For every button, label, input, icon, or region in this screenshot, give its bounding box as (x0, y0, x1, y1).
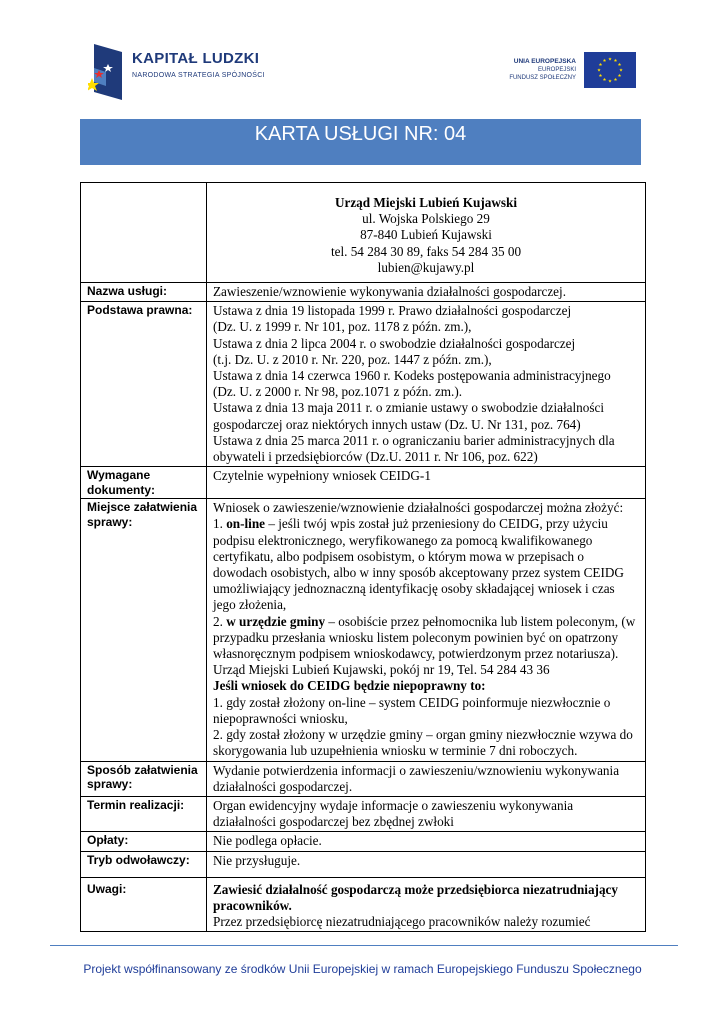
eu-flag-icon (584, 52, 636, 88)
place-incorrect-1: 1. gdy został złożony on-line – system CEIDG poinformuje niezwłocznie o niepoprawności wniosku, (213, 694, 611, 726)
eu-logo (500, 52, 640, 92)
service-name-row (81, 283, 646, 302)
office-street: ul. Wojska Polskiego 29 (362, 211, 490, 227)
notes-value (207, 877, 646, 932)
office-city: 87-840 Lubień Kujawski (360, 227, 492, 243)
eu-logo-line1: UNIA EUROPEJSKA (513, 58, 576, 65)
legal-basis-line: Ustawa z dnia 13 maja 2011 r. o zmianie ustawy o swobodzie działalności (213, 400, 605, 416)
legal-basis-line: Ustawa z dnia 2 lipca 2004 r. o swobodzie działalności gospodarczej (213, 335, 576, 351)
eu-logo-text (509, 58, 576, 82)
legal-basis-value (207, 302, 646, 467)
notes-bold: Zawiesić działalność gospodarczą może przedsiębiorca niezatrudniający pracowników. (213, 881, 618, 913)
page-title: KARTA USŁUGI NR: 04 (254, 123, 467, 145)
office-row (81, 183, 646, 283)
method-label: Sposób załatwienia sprawy: (81, 761, 207, 796)
place-option-online-num: 1. (213, 516, 227, 532)
place-incorrect-2: 2. gdy został złożony w urzędzie gminy – organ gminy niezwłocznie wzywa do skorygowania lub uzupełnienia wniosku w terminie 7 dni roboczych. (213, 727, 633, 759)
documents-label: Wymagane dokumenty: (81, 467, 207, 499)
documents-value: Czytelnie wypełniony wniosek CEIDG-1 (207, 467, 646, 499)
place-row (81, 499, 646, 761)
fees-row (81, 832, 646, 851)
fees-value: Nie podlega opłacie. (207, 832, 646, 851)
place-option-online (213, 516, 639, 613)
legal-basis-line: (Dz. U. z 2000 r. Nr 98, poz.1071 z późn. zm.). (213, 384, 463, 400)
kapital-ludzki-mark-icon (88, 42, 128, 102)
title-banner (80, 119, 641, 165)
appeal-value: Nie przysługuje. (207, 851, 646, 877)
legal-basis-line: (Dz. U. z 1999 r. Nr 101, poz. 1178 z późn. zm.), (213, 319, 472, 335)
kapital-ludzki-logo (88, 42, 278, 104)
place-option-office-title: w urzędzie gminy (226, 613, 326, 629)
kapital-ludzki-title: KAPITAŁ LUDZKI (132, 50, 260, 67)
legal-basis-line: Ustawa z dnia 25 marca 2011 r. o ograniczaniu barier administracyjnych dla (213, 432, 615, 448)
office-phone: tel. 54 284 30 89, faks 54 284 35 00 (330, 243, 522, 259)
place-option-office-num: 2. (213, 613, 227, 629)
deadline-value: Organ ewidencyjny wydaje informacje o zawieszeniu wykonywania działalności gospodarczej bez zbędnej zwłoki (207, 796, 646, 831)
legal-basis-line: (t.j. Dz. U. z 2010 r. Nr. 220, poz. 1447 z późn. zm.), (213, 351, 492, 367)
notes-text: Przez przedsiębiorcę niezatrudniającego pracowników należy rozumieć (213, 914, 591, 930)
legal-basis-line: obywateli i przedsiębiorców (Dz.U. 2011 r. Nr 106, poz. 622) (213, 449, 538, 465)
service-name-label: Nazwa usługi: (81, 283, 207, 302)
legal-basis-label: Podstawa prawna: (81, 302, 207, 467)
footer-divider (50, 945, 678, 946)
place-value (207, 499, 646, 761)
method-row (81, 761, 646, 796)
place-option-online-title: on-line (226, 516, 266, 532)
legal-basis-line: Ustawa z dnia 19 listopada 1999 r. Prawo działalności gospodarczej (213, 303, 572, 319)
legal-basis-line: gospodarczej oraz niektórych innych ustaw (Dz. U. Nr 131, poz. 764) (213, 416, 581, 432)
office-email: lubien@kujawy.pl (377, 259, 475, 275)
notes-label: Uwagi: (81, 877, 207, 932)
kapital-ludzki-subtitle: NARODOWA STRATEGIA SPÓJNOŚCI (132, 72, 265, 79)
documents-row (81, 467, 646, 499)
notes-row (81, 877, 646, 932)
service-card-table (80, 182, 646, 932)
place-intro: Wniosek o zawieszenie/wznowienie działalności gospodarczej można złożyć: (213, 500, 624, 516)
place-option-office-text: – osobiście przez pełnomocnika lub listem poleconym, (w przypadku przesłania wniosku listem poleconym powinien być on opatrzony własnoręcznym podpisem wnioskodawcy, potwierdzonym przez notariusza). (213, 613, 636, 662)
footer-text: Projekt współfinansowany ze środków Unii Europejskiej w ramach Europejskiego Funduszu Społecznego (83, 962, 642, 976)
place-office-line: Urząd Miejski Lubień Kujawski, pokój nr 19, Tel. 54 284 43 36 (213, 662, 550, 678)
place-incorrect-heading: Jeśli wniosek do CEIDG będzie niepoprawny to: (213, 678, 486, 694)
eu-logo-line3: FUNDUSZ SPOŁECZNY (509, 75, 576, 81)
fees-label: Opłaty: (81, 832, 207, 851)
appeal-row (81, 851, 646, 877)
office-name: Urząd Miejski Lubień Kujawski (334, 195, 518, 210)
office-row-blank (81, 183, 207, 283)
office-info (207, 183, 646, 283)
place-option-online-text: – jeśli twój wpis został już przeniesiony do CEIDG, przy użyciu podpisu elektronicznego, weryfikowanego za pomocą kwalifikowanego certyfikatu, albo podpisem osobistym, o którym mowa w przepisach o dowodach osobistych, albo w inny sposób akceptowany przez system CEIDG umożliwiający jednoznaczną identyfikację osoby składającej wniosek i czas jego złożenia, (213, 516, 624, 613)
service-name-value: Zawieszenie/wznowienie wykonywania działalności gospodarczej. (207, 283, 646, 302)
legal-basis-line: Ustawa z dnia 14 czerwca 1960 r. Kodeks postępowania administracyjnego (213, 368, 611, 384)
deadline-label: Termin realizacji: (81, 796, 207, 831)
appeal-label: Tryb odwoławczy: (81, 851, 207, 877)
method-value: Wydanie potwierdzenia informacji o zawieszeniu/wznowieniu wykonywania działalności gospodarczej. (207, 761, 646, 796)
deadline-row (81, 796, 646, 831)
place-label: Miejsce załatwienia sprawy: (81, 499, 207, 761)
legal-basis-row (81, 302, 646, 467)
eu-logo-line2: EUROPEJSKI (537, 67, 576, 73)
place-option-office (213, 614, 639, 663)
